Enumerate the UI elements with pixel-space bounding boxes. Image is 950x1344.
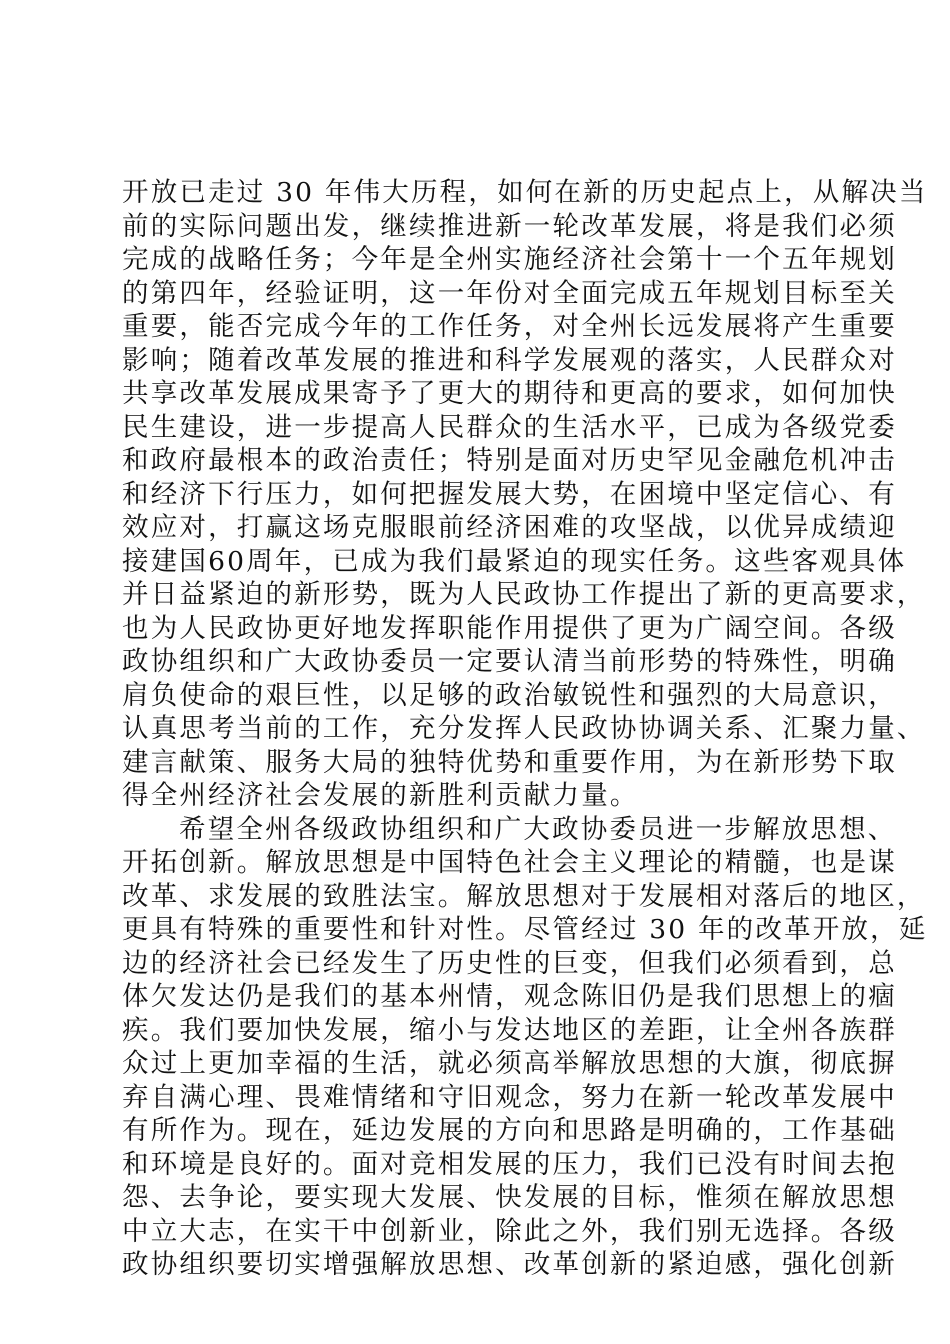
paragraph-start-line: 希望全州各级政协组织和广大政协委员进一步解放思想、: [179, 813, 897, 845]
text-line: 并日益紧迫的新形势，既为人民政协工作提出了新的更高要求，: [122, 579, 926, 610]
text-line: 和政府最根本的政治责任；特别是面对历史罕见金融危机冲击: [122, 445, 897, 476]
text-line: 共享改革发展成果寄予了更大的期待和更高的要求，如何加快: [122, 378, 897, 409]
text-line: 有所作为。现在，延边发展的方向和思路是明确的，工作基础: [122, 1115, 897, 1146]
text-line: 的第四年，经验证明，这一年份对全面完成五年规划目标至关: [122, 277, 897, 309]
text-line: 开放已走过 30 年伟大历程，如何在新的历史起点上，从解决当: [122, 177, 928, 208]
text-line: 更具有特殊的重要性和针对性。尽管经过 30 年的改革开放，延: [122, 914, 928, 945]
text-line: 认真思考当前的工作，充分发挥人民政协协调关系、汇聚力量、: [122, 713, 926, 744]
text-line: 民生建设，进一步提高人民群众的生活水平，已成为各级党委: [122, 411, 897, 443]
text-line: 体欠发达仍是我们的基本州情，观念陈旧仍是我们思想上的痼: [122, 981, 897, 1012]
text-line: 改革、求发展的致胜法宝。解放思想对于发展相对落后的地区，: [122, 880, 926, 912]
text-line: 政协组织和广大政协委员一定要认清当前形势的特殊性，明确: [122, 646, 897, 677]
text-line: 效应对，打赢这场克服眼前经济困难的攻坚战，以优异成绩迎: [122, 512, 897, 543]
text-line: 众过上更加幸福的生活，就必须高举解放思想的大旗，彻底摒: [122, 1048, 897, 1079]
text-line: 怨、去争论，要实现大发展、快发展的目标，惟须在解放思想: [122, 1182, 897, 1213]
text-line: 完成的战略任务；今年是全州实施经济社会第十一个五年规划: [122, 244, 897, 275]
text-line: 得全州经济社会发展的新胜利贡献力量。: [122, 780, 639, 811]
text-line: 建言献策、服务大局的独特优势和重要作用，为在新形势下取: [122, 746, 897, 778]
text-line: 开拓创新。解放思想是中国特色社会主义理论的精髓，也是谋: [122, 847, 897, 878]
text-line: 政协组织要切实增强解放思想、改革创新的紧迫感，强化创新: [122, 1249, 897, 1280]
text-line: 重要，能否完成今年的工作任务，对全州长远发展将产生重要: [122, 311, 897, 342]
text-line: 影响；随着改革发展的推进和科学发展观的落实，人民群众对: [122, 344, 897, 376]
text-line: 前的实际问题出发，继续推进新一轮改革发展，将是我们必须: [122, 210, 897, 242]
text-line: 肩负使命的艰巨性，以足够的政治敏锐性和强烈的大局意识，: [122, 679, 897, 711]
text-line: 接建国60周年，已成为我们最紧迫的现实任务。这些客观具体: [122, 545, 907, 577]
text-line: 疾。我们要加快发展，缩小与发达地区的差距，让全州各族群: [122, 1014, 897, 1046]
text-line: 也为人民政协更好地发挥职能作用提供了更为广阔空间。各级: [122, 612, 897, 644]
text-line: 边的经济社会已经发生了历史性的巨变，但我们必须看到，总: [122, 947, 897, 979]
text-line: 和经济下行压力，如何把握发展大势，在困境中坚定信心、有: [122, 478, 897, 510]
text-line: 中立大志，在实干中创新业，除此之外，我们别无选择。各级: [122, 1215, 897, 1247]
text-line: 弃自满心理、畏难情绪和守旧观念，努力在新一轮改革发展中: [122, 1081, 897, 1113]
text-line: 和环境是良好的。面对竞相发展的压力，我们已没有时间去抱: [122, 1148, 897, 1180]
body-text: [122, 176, 928, 1282]
